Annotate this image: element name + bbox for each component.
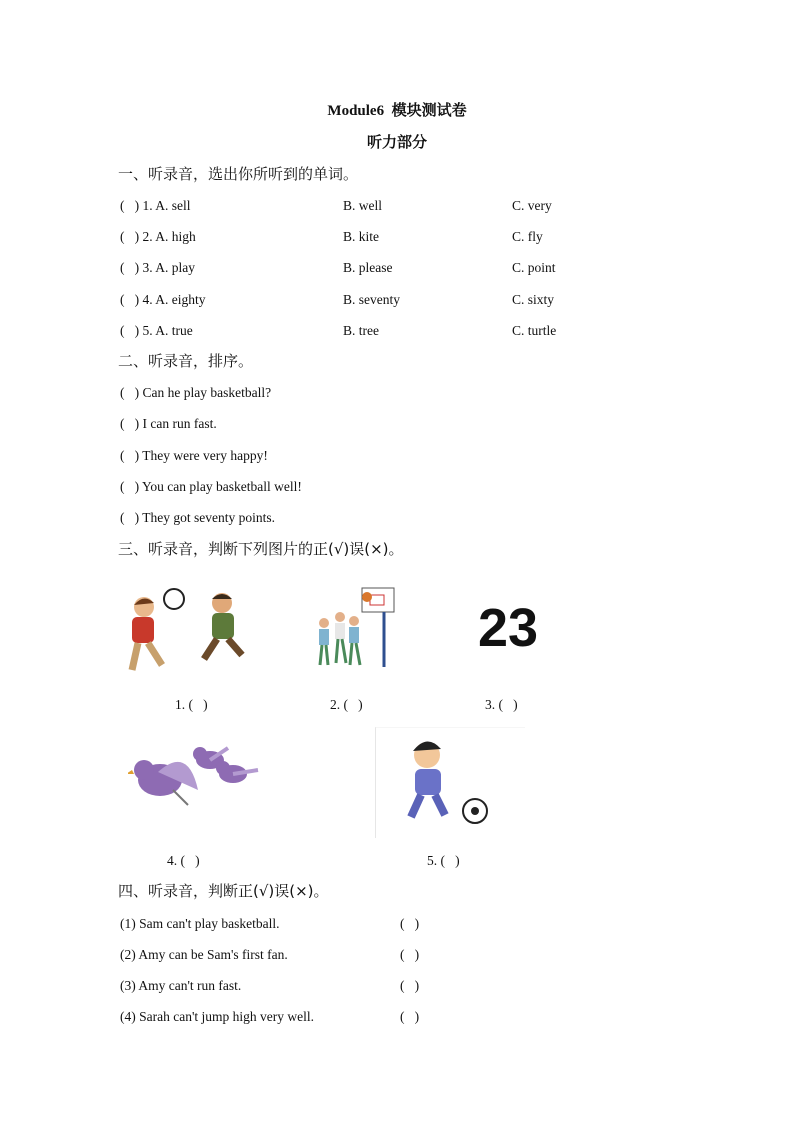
- question-2: ( ) 2. A. high: [120, 229, 196, 244]
- picture-label-4: 4. ( ): [167, 853, 200, 868]
- order-item: ( ) You can play basketball well!: [120, 479, 302, 494]
- answer-blank: ( ): [400, 916, 420, 931]
- answer-blank: ( ): [400, 1009, 420, 1024]
- page-subtitle: 听力部分: [366, 135, 427, 151]
- judge-statement: (3) Amy can't run fast.: [120, 978, 242, 993]
- section1-heading: 一、听录音，选出你所听到的单词。: [118, 165, 359, 183]
- question-5: ( ) 5. A. true: [120, 323, 193, 338]
- picture-label-1: 1. ( ): [175, 697, 208, 712]
- judge-statement: (2) Amy can be Sam's first fan.: [120, 947, 288, 962]
- order-item: ( ) They were very happy!: [120, 448, 268, 463]
- question-1: ( ) 1. A. sell: [120, 198, 191, 213]
- answer-blank: ( ): [400, 947, 420, 962]
- picture-label-5: 5. ( ): [427, 853, 460, 868]
- option-c: C. turtle: [512, 323, 557, 338]
- option-c: C. fly: [512, 229, 543, 244]
- option-c: C. very: [512, 198, 552, 213]
- answer-blank: ( ): [400, 978, 420, 993]
- option-b: B. well: [343, 198, 382, 213]
- section3-heading: 三、听录音，判断下列图片的正(√)误(×)。: [118, 540, 404, 558]
- picture-boys-playing-football: [122, 585, 272, 677]
- page-title: Module6 模块测试卷: [327, 103, 467, 119]
- section4-heading: 四、听录音，判断正(√)误(×)。: [118, 882, 329, 900]
- picture-boy-kicking-ball: [375, 727, 525, 838]
- section2-heading: 二、听录音，排序。: [118, 352, 254, 370]
- order-item: ( ) I can run fast.: [120, 416, 217, 431]
- picture-basketball-hoop: [312, 585, 402, 670]
- question-3: ( ) 3. A. play: [120, 260, 195, 275]
- judge-statement: (4) Sarah can't jump high very well.: [120, 1009, 315, 1024]
- order-item: ( ) Can he play basketball?: [120, 385, 272, 400]
- option-c: C. sixty: [512, 292, 555, 307]
- picture-birds-flying: [128, 740, 263, 820]
- picture-label-2: 2. ( ): [330, 697, 363, 712]
- picture-number: 23: [478, 598, 539, 658]
- option-b: B. tree: [343, 323, 379, 338]
- option-b: B. please: [343, 260, 393, 275]
- option-c: C. point: [512, 260, 556, 275]
- option-b: B. kite: [343, 229, 379, 244]
- question-4: ( ) 4. A. eighty: [120, 292, 206, 307]
- picture-label-3: 3. ( ): [485, 697, 518, 712]
- option-b: B. seventy: [343, 292, 400, 307]
- judge-statement: (1) Sam can't play basketball.: [120, 916, 280, 931]
- order-item: ( ) They got seventy points.: [120, 510, 275, 525]
